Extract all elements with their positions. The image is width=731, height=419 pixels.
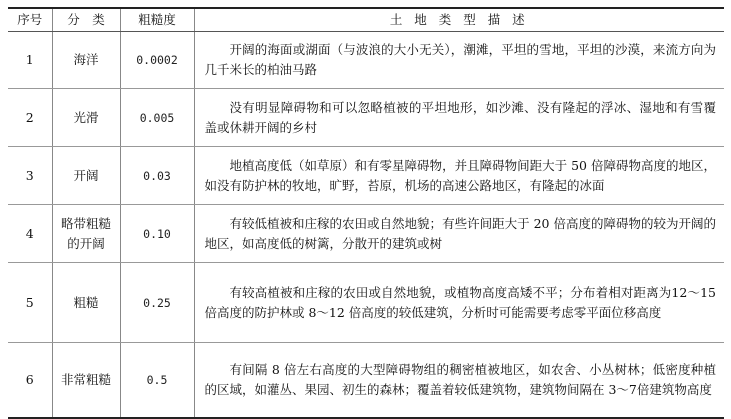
row-category: 光滑 [52,89,120,147]
row-category: 海洋 [52,32,120,89]
row-roughness: 0.5 [120,343,194,418]
row-roughness: 0.005 [120,89,194,147]
header-category: 分 类 [52,8,120,32]
row-category: 粗糙 [52,263,120,343]
row-category: 开阔 [52,147,120,205]
row-roughness: 0.10 [120,205,194,263]
row-index: 2 [8,89,52,147]
row-index: 3 [8,147,52,205]
row-description-text: 开阔的海面或湖面（与波浪的大小无关），潮滩，平坦的雪地，平坦的沙漠，来流方向为几千米长的柏油马路 [204,42,716,77]
row-roughness: 0.03 [120,147,194,205]
row-category: 略带粗糙的开阔 [52,205,120,263]
row-description [194,32,724,89]
table-row [8,32,724,89]
table-row [8,263,724,343]
header-index: 序号 [8,8,52,32]
row-index: 1 [8,32,52,89]
header-description: 土 地 类 型 描 述 [194,8,724,32]
row-description [194,89,724,147]
row-index: 5 [8,263,52,343]
row-description-text: 有间隔 8 倍左右高度的大型障碍物组的稠密植被地区，如农舍、小丛树林；低密度种植的区域，如灌丛、果园、初生的森林；覆盖着较低建筑物，建筑物间隔在 3～7倍建筑物高度 [204,361,716,397]
row-index: 4 [8,205,52,263]
roughness-table-container [8,7,724,419]
row-description [194,343,724,418]
header-row [8,8,724,32]
row-index: 6 [8,343,52,418]
row-description-text: 有较高植被和庄稼的农田或自然地貌，或植物高度高矮不平；分布着相对距离为12～15 倍高度的防护林或 8～12 倍高度的较低建筑，分析时可能需要考虑零平面位移高度 [204,284,716,320]
table-body [8,32,724,418]
row-description-text: 没有明显障碍物和可以忽略植被的平坦地形，如沙滩、没有隆起的浮冰、湿地和有雪覆盖或休耕开阔的乡村 [204,99,716,135]
row-description [194,147,724,205]
row-roughness: 0.25 [120,263,194,343]
table-row [8,205,724,263]
table-header [8,8,724,32]
row-category: 非常粗糙 [52,343,120,418]
row-description-text: 有较低植被和庄稼的农田或自然地貌；有些许间距大于 20 倍高度的障碍物的较为开阔的地区，如高度低的树篱，分散开的建筑或树 [204,215,716,251]
table-row [8,343,724,418]
table-row [8,147,724,205]
table-row [8,89,724,147]
row-description [194,263,724,343]
row-description-text: 地植高度低（如草原）和有零星障碍物，并且障碍物间距大于 50 倍障碍物高度的地区，如没有防护林的牧地，旷野，苔原，机场的高速公路地区，有隆起的冰面 [204,157,716,193]
row-roughness: 0.0002 [120,32,194,89]
header-roughness: 粗糙度 [120,8,194,32]
row-description [194,205,724,263]
land-roughness-table [8,7,724,419]
